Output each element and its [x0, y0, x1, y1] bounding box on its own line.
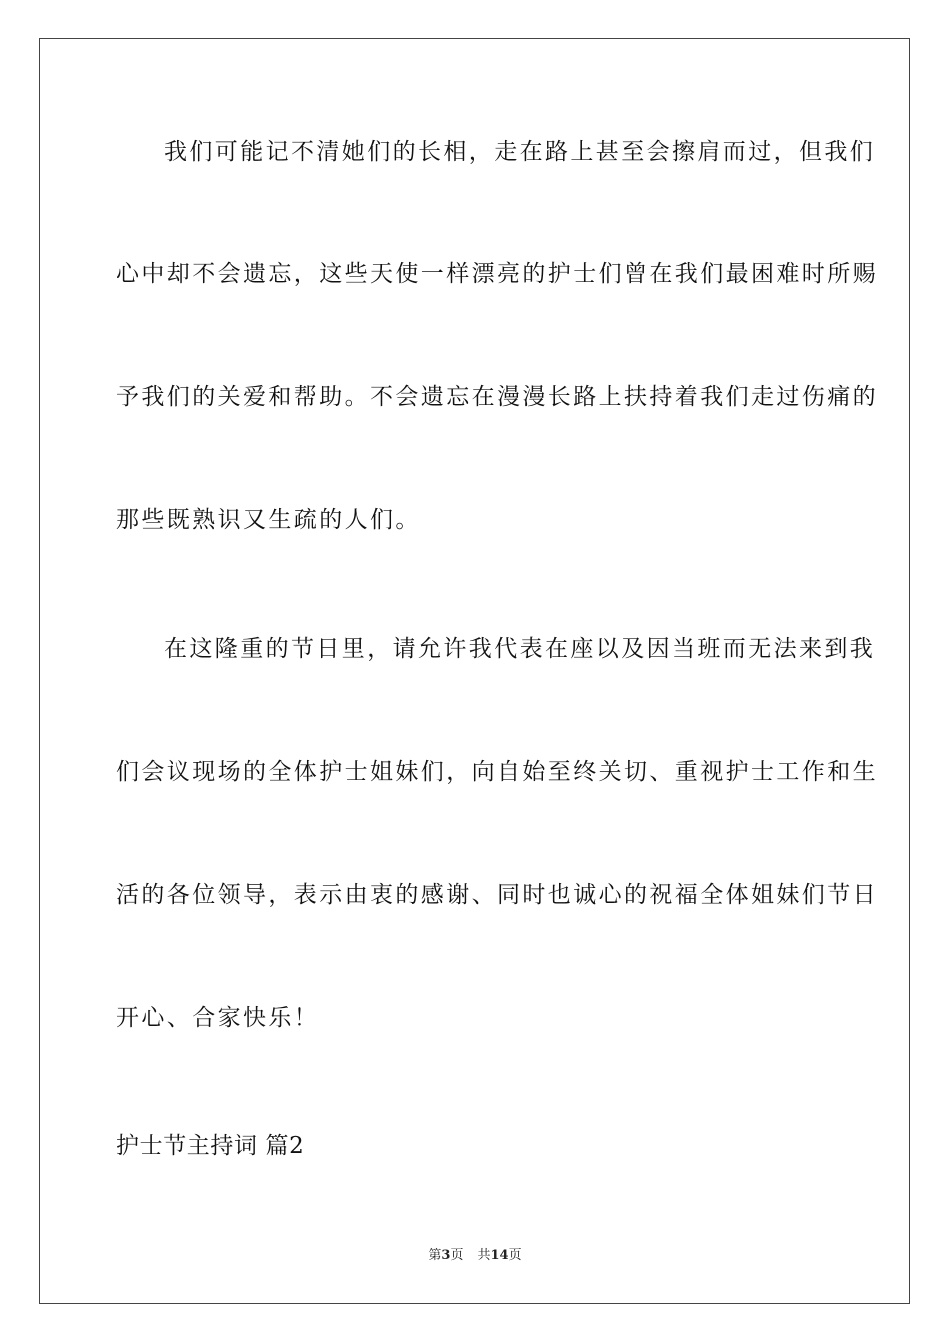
page-frame: [39, 38, 910, 1304]
paragraph-1-line-1: 我们可能记不清她们的长相，走在路上甚至会擦肩而过，但我们: [164, 139, 876, 165]
paragraph-2-line-2: 们会议现场的全体护士姐妹们，向自始至终关切、重视护士工作和生: [116, 759, 878, 785]
footer-page-prefix: 第: [428, 1248, 442, 1263]
page-footer: [0, 1246, 950, 1266]
paragraph-2-line-3: 活的各位领导，表示由衷的感谢、同时也诚心的祝福全体姐妹们节日: [116, 882, 878, 908]
footer-page-suffix: 页: [450, 1248, 464, 1263]
paragraph-1-line-4: 那些既熟识又生疏的人们。: [116, 507, 421, 533]
footer-total-pages: 14: [490, 1248, 509, 1263]
paragraph-2-line-4: 开心、合家快乐！: [116, 1005, 320, 1031]
footer-total-suffix: 页: [508, 1248, 522, 1263]
footer-page-number: 3: [441, 1248, 451, 1263]
paragraph-2-line-1: 在这隆重的节日里，请允许我代表在座以及因当班而无法来到我: [164, 636, 876, 662]
paragraph-1-line-2: 心中却不会遗忘，这些天使一样漂亮的护士们曾在我们最困难时所赐: [116, 261, 878, 287]
footer-total-prefix: 共: [477, 1248, 491, 1263]
section-heading: 护士节主持词 篇2: [116, 1133, 305, 1159]
paragraph-1-line-3: 予我们的关爱和帮助。不会遗忘在漫漫长路上扶持着我们走过伤痛的: [116, 384, 878, 410]
